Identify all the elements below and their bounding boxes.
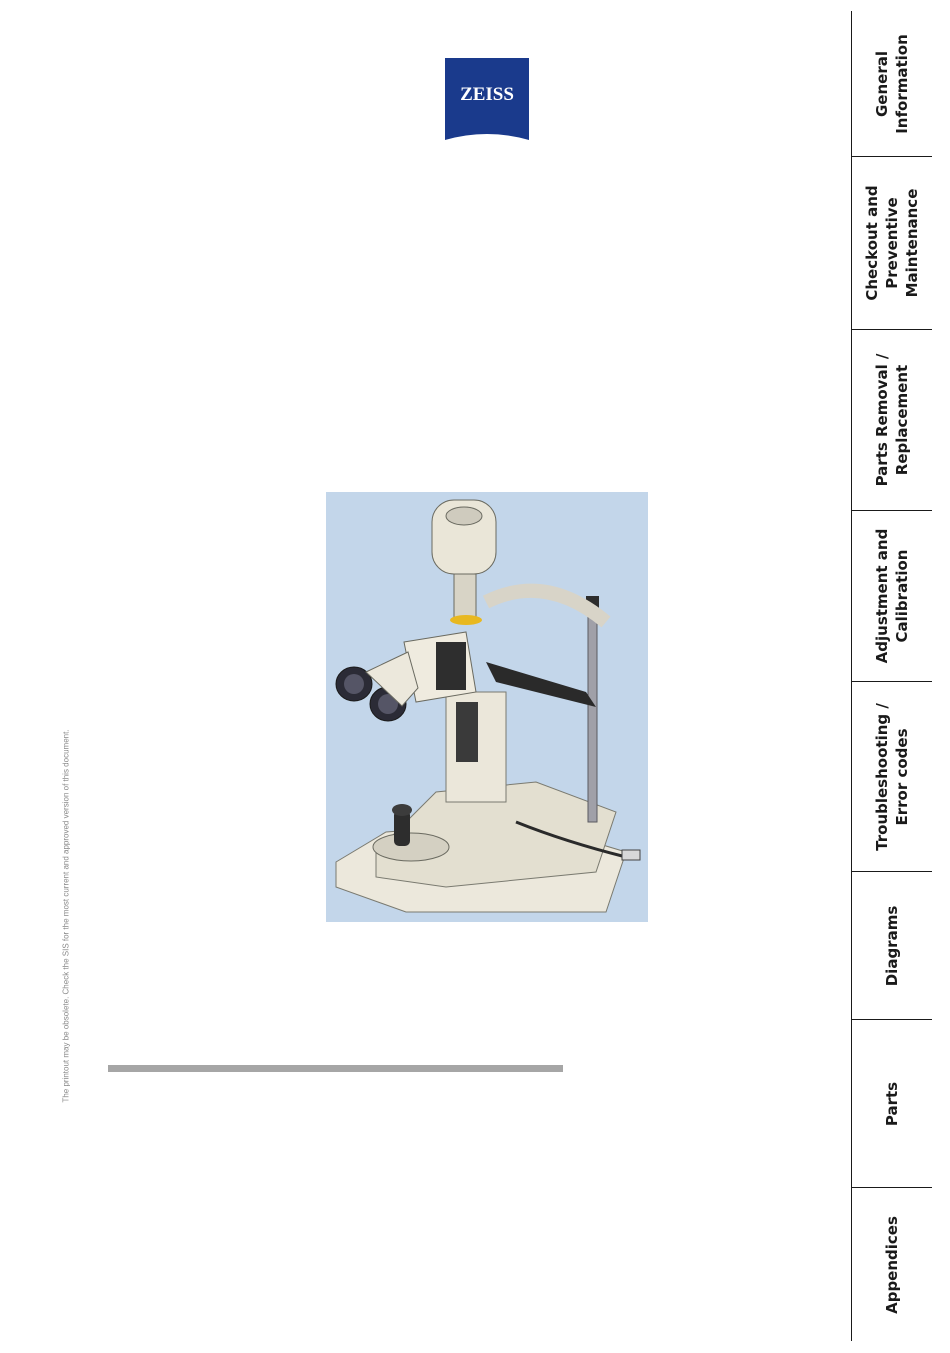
tab-parts[interactable] — [852, 1020, 932, 1188]
chapter-tabs — [851, 11, 932, 1341]
tab-parts-removal[interactable] — [852, 330, 932, 511]
zeiss-logo — [445, 58, 529, 142]
tab-label: Parts Removal / Replacement — [873, 353, 911, 487]
tab-troubleshooting[interactable] — [852, 682, 932, 872]
tab-label: Appendices — [883, 1215, 901, 1314]
tab-label: Diagrams — [883, 905, 901, 986]
tab-adjustment-calibration[interactable] — [852, 511, 932, 682]
tab-label: General Information — [873, 33, 911, 134]
tab-checkout-maintenance[interactable] — [852, 157, 932, 330]
tab-label: Checkout and Preventive Maintenance — [863, 185, 921, 301]
title-rule — [108, 1065, 563, 1072]
tab-label: Parts — [883, 1081, 901, 1126]
obsolete-notice-text: The printout may be obsolete. Check the SIS for the most current and approved version of this document. — [61, 729, 71, 1103]
tab-general-information[interactable] — [852, 11, 932, 157]
tab-appendices[interactable] — [852, 1188, 932, 1341]
tab-diagrams[interactable] — [852, 872, 932, 1020]
tab-label: Adjustment and Calibration — [873, 528, 911, 664]
slit-lamp-image — [326, 492, 648, 922]
tab-label: Troubleshooting / Error codes — [873, 702, 911, 851]
logo-text: ZEISS — [460, 84, 514, 105]
